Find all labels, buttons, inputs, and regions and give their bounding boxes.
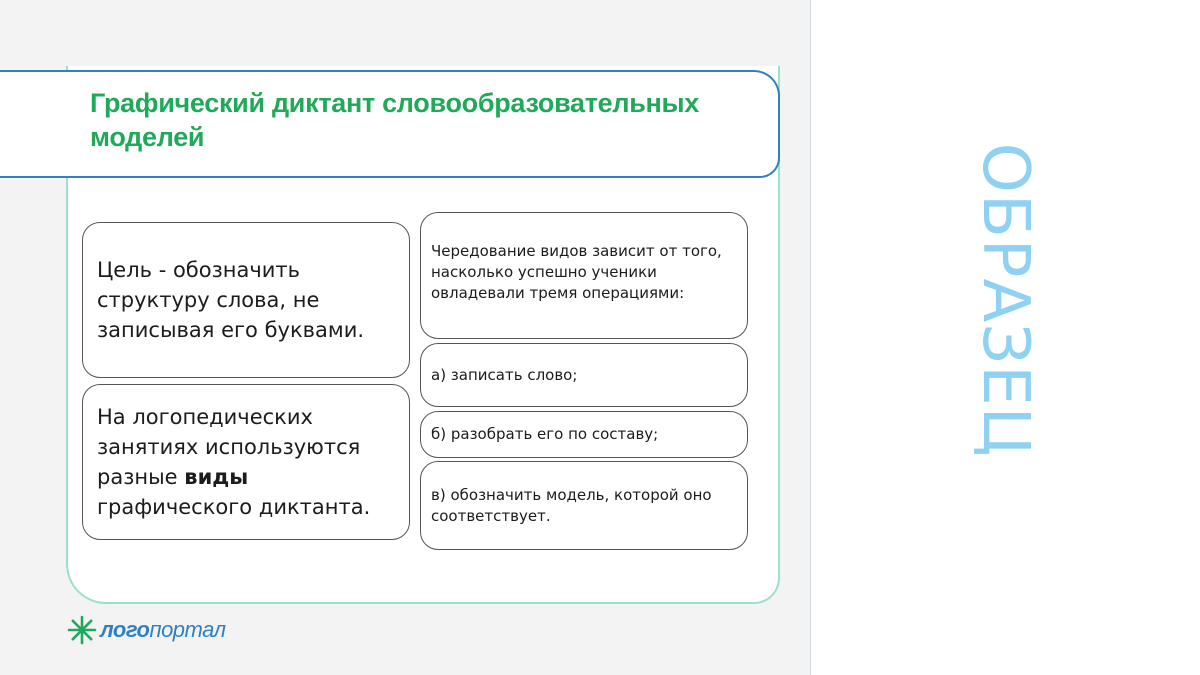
watermark: ОБРАЗЕЦ	[968, 142, 1042, 458]
logo-text: логопортал	[100, 617, 226, 642]
step-box	[420, 461, 748, 550]
usage-box	[82, 384, 410, 540]
step-box	[420, 411, 748, 458]
goal-text: Цель - обозначить структуру слова, не записывая его буквами.	[97, 258, 365, 342]
step-box	[420, 343, 748, 407]
asterisk-logo-icon	[66, 614, 98, 646]
logoportal-logo	[66, 614, 226, 646]
depends-text: Чередование видов зависит от того, насколько успешно ученики овладевали тремя операциями:	[431, 242, 722, 302]
step-text: а) записать слово;	[431, 365, 578, 384]
usage-text: На логопедических занятиях используются разные виды графического диктанта.	[97, 405, 371, 519]
goal-box	[82, 222, 410, 378]
step-text: в) обозначить модель, которой оно соответствует.	[431, 485, 712, 525]
usage-bold-word: виды	[184, 465, 249, 489]
slide-title: Графический диктант словообразовательных моделей	[90, 88, 700, 152]
depends-box	[420, 212, 748, 339]
step-text: б) разобрать его по составу;	[431, 425, 659, 443]
